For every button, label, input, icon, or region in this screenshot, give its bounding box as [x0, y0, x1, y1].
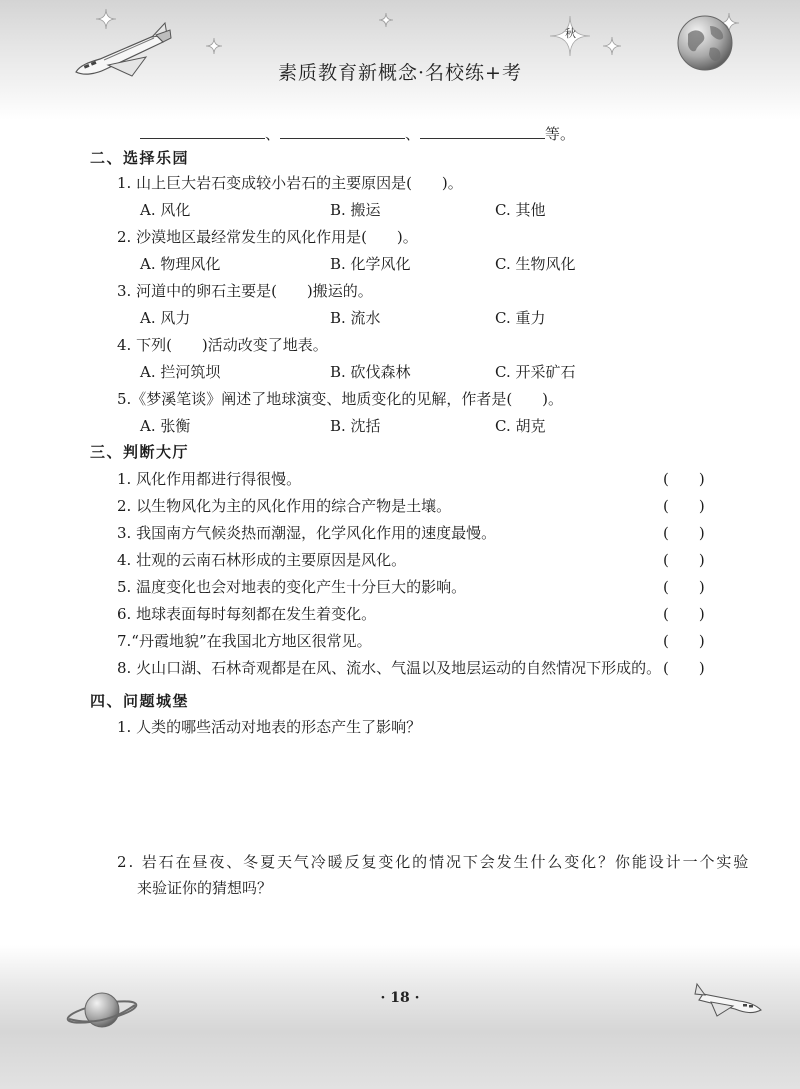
option-b: B. 砍伐森林: [330, 363, 411, 381]
judgment-item: 2. 以生物风化为主的风化作用的综合产物是土壤。: [117, 497, 452, 515]
section-title: 三、判断大厅: [90, 443, 190, 461]
question-stem: 2. 沙漠地区最经常发生的风化作用是( )。: [117, 228, 418, 246]
line-end: 等。: [545, 125, 576, 143]
open-question: 1. 人类的哪些活动对地表的形态产生了影响？: [117, 718, 422, 736]
answer-bracket: ( ): [663, 497, 705, 515]
question-stem: 5.《梦溪笔谈》阐述了地球演变、地质变化的见解，作者是( )。: [117, 390, 564, 408]
season-label: 秋: [565, 27, 576, 40]
answer-bracket: ( ): [663, 578, 705, 596]
separator: 、: [405, 125, 421, 143]
option-a: A. 风力: [140, 309, 191, 327]
judgment-item: 4. 壮观的云南石林形成的主要原因是风化。: [117, 551, 407, 569]
judgment-item: 6. 地球表面每时每刻都在发生着变化。: [117, 605, 377, 623]
page-title: 素质教育新概念·名校练+考: [278, 62, 522, 84]
judgment-item: 1. 风化作用都进行得很慢。: [117, 470, 302, 488]
sparkle-icon: [602, 36, 622, 56]
answer-bracket: ( ): [663, 605, 705, 623]
shuttle-icon: [695, 982, 765, 1024]
option-b: B. 流水: [330, 309, 381, 327]
answer-bracket: ( ): [663, 551, 705, 569]
judgment-item: 5. 温度变化也会对地表的变化产生十分巨大的影响。: [117, 578, 467, 596]
answer-blank: [280, 123, 405, 139]
option-c: C. 重力: [495, 309, 546, 327]
question-stem: 3. 河道中的卵石主要是( )搬运的。: [117, 282, 373, 300]
option-c: C. 生物风化: [495, 255, 576, 273]
judgment-item: 7.“丹霞地貌”在我国北方地区很常见。: [117, 632, 372, 650]
answer-blank: [140, 123, 265, 139]
option-a: A. 风化: [140, 201, 191, 219]
planet-icon: [64, 984, 140, 1036]
open-question: 2. 岩石在昼夜、冬夏天气冷暖反复变化的情况下会发生什么变化？你能设计一个实验: [117, 853, 751, 871]
question-stem: 4. 下列( )活动改变了地表。: [117, 336, 328, 354]
sparkle-icon: [95, 8, 117, 30]
sparkle-icon: [378, 12, 394, 28]
section-title: 四、问题城堡: [90, 692, 190, 710]
open-question-continued: 来验证你的猜想吗？: [137, 879, 273, 897]
option-b: B. 化学风化: [330, 255, 411, 273]
option-b: B. 搬运: [330, 201, 381, 219]
answer-blank: [420, 123, 545, 139]
answer-bracket: ( ): [663, 632, 705, 650]
judgment-item: 8. 火山口湖、石林奇观都是在风、流水、气温以及地层运动的自然情况下形成的。: [117, 659, 662, 677]
option-b: B. 沈括: [330, 417, 381, 435]
option-c: C. 开采矿石: [495, 363, 576, 381]
option-c: C. 胡克: [495, 417, 546, 435]
answer-bracket: ( ): [663, 524, 705, 542]
answer-bracket: ( ): [663, 470, 705, 488]
fill-in-line: [140, 123, 575, 143]
option-a: A. 拦河筑坝: [140, 363, 221, 381]
page-number: · 18 ·: [380, 990, 420, 1006]
option-c: C. 其他: [495, 201, 546, 219]
question-stem: 1. 山上巨大岩石变成较小岩石的主要原因是( )。: [117, 174, 463, 192]
section-title: 二、选择乐园: [90, 149, 190, 167]
judgment-item: 3. 我国南方气候炎热而潮湿，化学风化作用的速度最慢。: [117, 524, 497, 542]
answer-bracket: ( ): [663, 659, 705, 677]
separator: 、: [265, 125, 281, 143]
option-a: A. 张衡: [140, 417, 191, 435]
option-a: A. 物理风化: [140, 255, 221, 273]
sparkle-icon: [205, 37, 223, 55]
